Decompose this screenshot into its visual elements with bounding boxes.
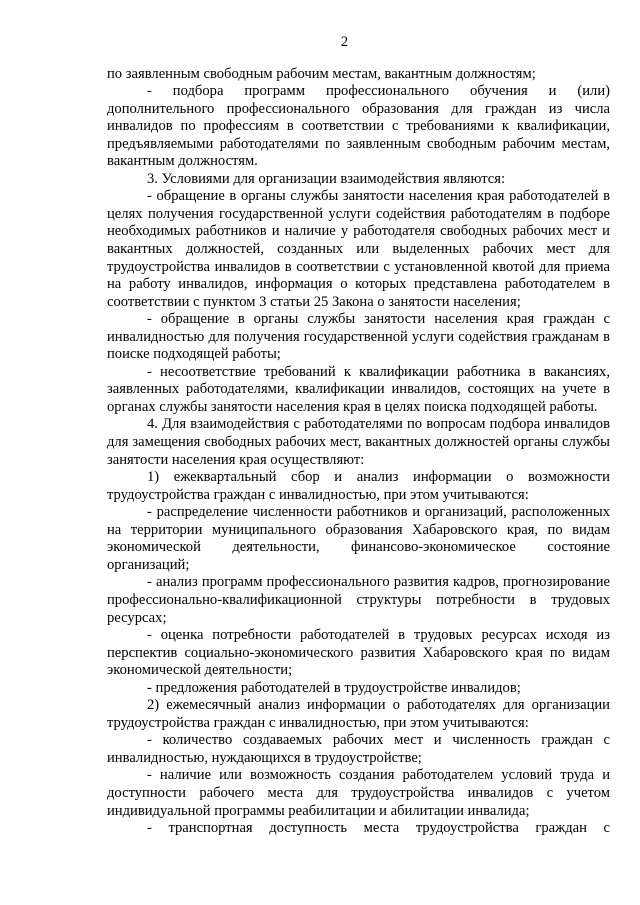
document-body (107, 66, 610, 838)
paragraph: - обращение в органы службы занятости населения края граждан с инвалидностью для получения государственной услуги содействия гражданам в поиске подходящей работы; (107, 311, 610, 363)
paragraph: - несоответствие требований к квалификации работника в вакансиях, заявленных работодателями, квалификации инвалидов, состоящих на учете в органах службы занятости населения края в целях поиска подходящей работы. (107, 363, 610, 415)
paragraph: 1) ежеквартальный сбор и анализ информации о возможности трудоустройства граждан с инвалидностью, при этом учитываются: (107, 469, 610, 503)
paragraph: 3. Условиями для организации взаимодействия являются: (147, 170, 506, 187)
paragraph: - распределение численности работников и организаций, расположенных на территории муниципального образования Хабаровского края, по видам экономической деятельности, финансово-экономическое состояние организаций; (107, 504, 610, 573)
paragraph: 2) ежемесячный анализ информации о работодателях для организации трудоустройства граждан с инвалидностью, при этом учитываются: (107, 697, 610, 731)
paragraph: - анализ программ профессионального развития кадров, прогнозирование профессионально-квалификационной структуры потребности в трудовых ресурсах; (107, 574, 610, 626)
paragraph: - оценка потребности работодателей в трудовых ресурсах исходя из перспектив социально-экономического развития Хабаровского края по видам экономической деятельности; (107, 627, 610, 679)
paragraph: 4. Для взаимодействия с работодателями по вопросам подбора инвалидов для замещения свободных рабочих мест, вакантных должностей органы службы занятости населения края осуществляют: (107, 416, 610, 468)
paragraph: - количество создаваемых рабочих мест и численность граждан с инвалидностью, нуждающихся в трудоустройстве; (107, 732, 610, 766)
paragraph: - транспортная доступность места трудоустройства граждан с (147, 820, 610, 837)
paragraph: - предложения работодателей в трудоустройстве инвалидов; (147, 679, 521, 696)
paragraph: - обращение в органы службы занятости населения края работодателей в целях получения государственной услуги содействия работодателям в подборе необходимых работников и наличие у работодателя свободных рабочих мест и вакантных должностей, созданных или выделенных рабочих мест для трудоустройства инвалидов в соответствии с установленной квотой для приема на работу инвалидов, информация о которых представлена работодателем в соответствии с пунктом 3 статьи 25 Закона о занятости населения; (107, 188, 610, 310)
paragraph: по заявленным свободным рабочим местам, вакантным должностям; (107, 65, 536, 82)
page-number: 2 (340, 34, 349, 50)
paragraph: - подбора программ профессионального обучения и (или) дополнительного профессионального образования для граждан из числа инвалидов по профессиям в соответствии с требованиями к квалификации, предъявляемыми работодателями по заявленным свободным рабочим местам, вакантным должностям. (107, 83, 610, 170)
paragraph: - наличие или возможность создания работодателем условий труда и доступности рабочего места для трудоустройства инвалидов с учетом индивидуальной программы реабилитации и абилитации инвалида; (107, 767, 610, 819)
